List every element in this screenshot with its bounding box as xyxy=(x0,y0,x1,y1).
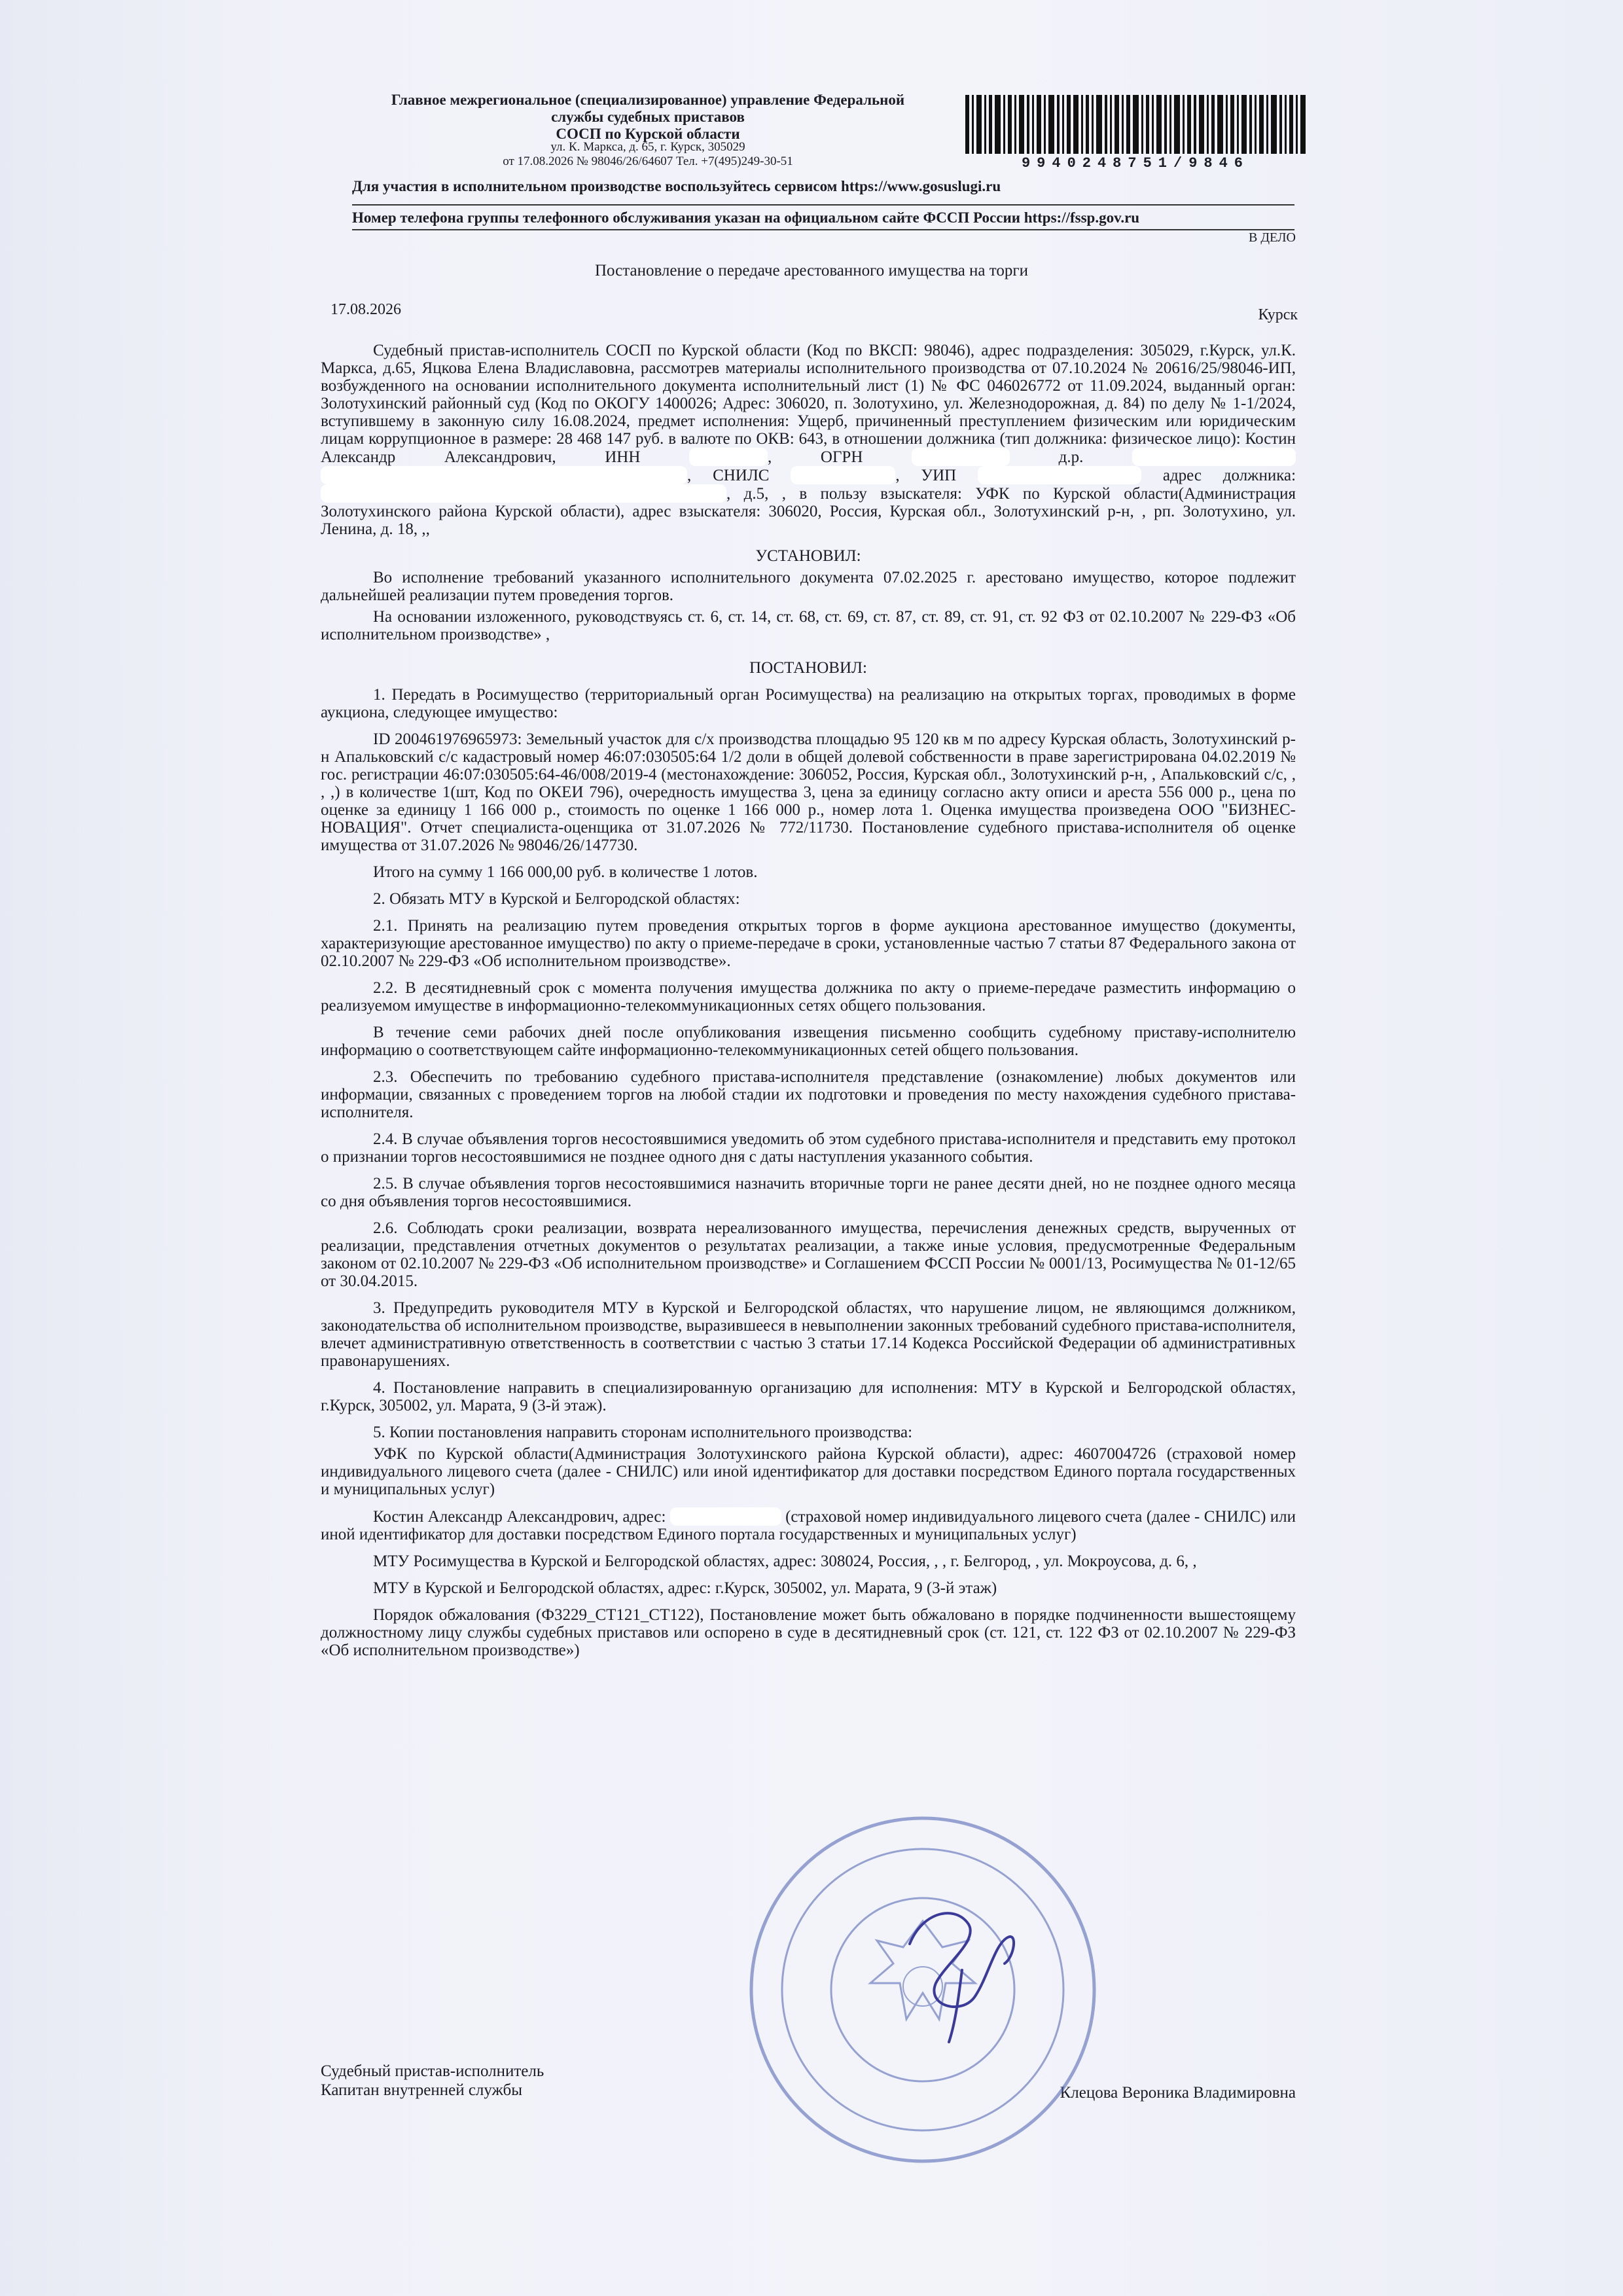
redaction xyxy=(321,484,726,503)
recipient-mtu-kursk: МТУ в Курской и Белгородской областях, адрес: г.Курск, 305002, ул. Марата, 9 (3-й этаж) xyxy=(373,1579,997,1597)
organization-name xyxy=(334,92,962,143)
barcode xyxy=(965,95,1306,179)
clause-2-3: 2.3. Обеспечить по требованию судебного пристава-исполнителя представление (ознакомление) любых документов или информации, связанных с проведением торгов на любой стадии их подготовки и проведения по месту нахождения судебного пристава-исполнителя. xyxy=(321,1068,1296,1121)
intro-paragraph xyxy=(321,342,1296,538)
redaction xyxy=(1132,448,1296,466)
signer-rank: Капитан внутренней службы xyxy=(321,2081,523,2099)
recipient-kostin xyxy=(321,1507,1296,1543)
recipient-kostin-end: (страховой номер индивидуального лицевого счета (далее - СНИЛС) или иной идентификатор для доставки посредством Единого портала государственных и муниципальных услуг) xyxy=(321,1508,1296,1543)
recipient-mtu-rosimushchestvo: МТУ Росимущества в Курской и Белгородской областях, адрес: 308024, Россия, , , г. Белгород, , ул. Мокроусова, д. 6, , xyxy=(373,1552,1197,1570)
org-address: ул. К. Маркса, д. 65, г. Курск, 305029 xyxy=(550,140,745,154)
postanovil-heading: ПОСТАНОВИЛ: xyxy=(749,659,867,677)
clause-2-4: 2.4. В случае объявления торгов несостоявшимися уведомить об этом судебного пристава-исполнителя и представить ему протокол о признании торгов несостоявшимися не позднее одного дня с даты наступления указанного события. xyxy=(321,1130,1296,1166)
redaction xyxy=(791,466,895,484)
clause-2-5: 2.5. В случае объявления торгов несостоявшимися назначить вторичные торги не ранее десяти дней, но не позднее одного месяца со дня объявления торгов несостоявшимися. xyxy=(321,1175,1296,1210)
intro-debtor-address: адрес должника: xyxy=(1162,467,1296,484)
intro-uip: , УИП xyxy=(895,467,957,484)
ustanovil-p2: На основании изложенного, руководствуясь ст. 6, ст. 14, ст. 68, ст. 69, ст. 87, ст. 89, ст. 91, ст. 92 ФЗ от 02.10.2007 № 229-ФЗ «Об исполнительном производстве» , xyxy=(321,608,1296,643)
gosuslugi-notice: Для участия в исполнительном производстве воспользуйтесь сервисом https://www.gosuslugi.ru xyxy=(352,178,1001,194)
org-line-1: Главное межрегиональное (специализированное) управление Федеральной xyxy=(391,92,905,108)
redaction xyxy=(670,1507,781,1526)
redaction xyxy=(689,448,768,466)
document-date: 17.08.2026 xyxy=(330,301,401,318)
clause-4: 4. Постановление направить в специализированную организацию для исполнения: МТУ в Курской и Белгородской областях, г.Курск, 305002, ул. Марата, 9 (3-й этаж). xyxy=(321,1379,1296,1414)
clause-3: 3. Предупредить руководителя МТУ в Курской и Белгородской областях, что нарушение лицом, не являющимся должником, законодательства об исполнительном производстве, выразившееся в невыполнении законных требований судебного пристава-исполнителя, влечет административную ответственность в соответствии с частью 3 статьи 17.14 Кодекса Российской Федерации об административных правонарушениях. xyxy=(321,1299,1296,1370)
ustanovil-p1: Во исполнение требований указанного исполнительного документа 07.02.2025 г. арестовано имущество, которое подлежит дальнейшей реализации путем проведения торгов. xyxy=(321,569,1296,604)
org-line-2: службы судебных приставов xyxy=(551,109,745,125)
intro-end: , д.5, , в пользу взыскателя: УФК по Курской области(Администрация Золотухинского района Курской области), адрес взыскателя: 306020, Россия, Курская обл., Золотухинский р-н, , рп. Золотухино, ул. Ленина, д. 18, ,, xyxy=(321,485,1296,538)
intro-ogrn: , ОГРН xyxy=(768,448,863,466)
clause-2-2-note: В течение семи рабочих дней после опубликования извещения письменно сообщить судебному приставу-исполнителю информацию о соответствующем сайте информационно-телекоммуникационных сетей общего пользования. xyxy=(321,1024,1296,1059)
ustanovil-heading: УСТАНОВИЛ: xyxy=(755,547,861,565)
handwritten-signature-icon xyxy=(883,1885,1041,2049)
clause-2-2: 2.2. В десятидневный срок с момента получения имущества должника по акту о приеме-передаче разместить информацию о реализуемом имуществе в информационно-телекоммуникационных сетях общего пользования. xyxy=(321,979,1296,1014)
document-city: Курск xyxy=(1258,306,1298,323)
org-line-3: СОСП по Курской области xyxy=(556,126,740,142)
redaction xyxy=(912,448,1010,466)
document-title: Постановление о передаче арестованного имущества на торги xyxy=(594,262,1029,279)
doc-reference: от 17.08.2026 № 98046/26/64607 Тел. +7(495)249-30-51 xyxy=(503,154,793,168)
recipient-ufk: УФК по Курской области(Администрация Золотухинского района Курской области), адрес: 4607004726 (страховой номер индивидуального лицевого счета (далее - СНИЛС) или иной идентификатор для доставки посредством Единого портала государственных и муниципальных услуг) xyxy=(321,1445,1296,1498)
intro-text: Судебный пристав-исполнитель СОСП по Курской области (Код по ВКСП: 98046), адрес подразделения: 305029, г.Курск, ул.К. Маркса, д.65, Яцкова Елена Владиславовна, рассмотрев материалы исполнительного производства от 07.10.2024 № 20616/25/98046-ИП, возбужденного на основании исполнительного документа исполнительный лист (1) № ФС 046026772 от 11.09.2024, выданный орган: Золотухинский районный суд (Код по ОКОГУ 1400026; Адрес: 306020, п. Золотухино, ул. Железнодорожная, д. 84) по делу № 1-1/2024, вступившему в законную силу 16.08.2024, предмет исполнения: Ущерб, причиненный преступлением физическим или юридическим лицам коррупционное в размере: 28 468 147 руб. в валюте по ОКВ: 643, в отношении должника (тип должника: физическое лицо): Костин Александр Александрович, ИНН xyxy=(321,342,1296,466)
barcode-number: 9940248751/9846 xyxy=(1021,155,1250,171)
clause-5: 5. Копии постановления направить сторонам исполнительного производства: xyxy=(373,1424,913,1441)
intro-snils: , СНИЛС xyxy=(687,467,770,484)
property-description: ID 200461976965973: Земельный участок для с/х производства площадью 95 120 кв м по адресу Курская область, Золотухинский р-н Апальковский с/с кадастровый номер 46:07:030505:64 1/2 доли в общей долевой собственности в праве зарегистрирована 04.02.2019 № гос. регистрации 46:07:030505:64-46/008/2019-4 (местонахождение: 306052, Россия, Курская обл., Золотухинский р-н, , Апальковский с/с, , , ,) в количестве 1(шт, Код по ОКЕИ 796), очередность имущества 3, цена за единицу согласно акту описи и ареста 556 000 р., цена по оценке за единицу 1 166 000 р., стоимость по оценке 1 166 000 р., номер лота 1. Оценка имущества произведена ООО "БИЗНЕС-НОВАЦИЯ". Отчет специалиста-оценщика от 31.07.2026 № 772/11730. Постановление судебного пристава-исполнителя об оценке имущества от 31.07.2026 № 98046/26/147730. xyxy=(321,730,1296,854)
total-sum: Итого на сумму 1 166 000,00 руб. в количестве 1 лотов. xyxy=(373,863,758,881)
clause-2: 2. Обязать МТУ в Курской и Белгородской областях: xyxy=(373,890,740,908)
v-delo-mark: В ДЕЛО xyxy=(1249,230,1296,245)
document-body xyxy=(321,342,1296,1659)
signer-position: Судебный пристав-исполнитель xyxy=(321,2062,544,2080)
appeal-procedure: Порядок обжалования (Ф3229_СТ121_СТ122), Постановление может быть обжаловано в порядке подчиненности вышестоящему должностному лицу службы судебных приставов или оспорено в суде в десятидневный срок (ст. 121, ст. 122 ФЗ от 02.10.2007 № 229-ФЗ «Об исполнительном производстве») xyxy=(321,1606,1296,1659)
barcode-icon xyxy=(965,95,1306,154)
recipient-kostin-start: Костин Александр Александрович, адрес: xyxy=(373,1508,666,1526)
intro-dr: д.р. xyxy=(1058,448,1084,466)
signer-name: Клецова Вероника Владимировна xyxy=(1060,2084,1296,2102)
redaction xyxy=(978,466,1141,484)
clause-1: 1. Передать в Росимущество (территориальный орган Росимущества) на реализацию на открытых торгах, проводимых в форме аукциона, следующее имущество: xyxy=(321,686,1296,721)
clause-2-6: 2.6. Соблюдать сроки реализации, возврата нереализованного имущества, перечисления денежных средств, вырученных от реализации, представления отчетных документов о результатах реализации, а также иные условия, предусмотренные Федеральным законом от 02.10.2007 № 229-ФЗ «Об исполнительном производстве» и Соглашением ФССП России № 0001/13, Росимущества № 01-12/65 от 30.04.2015. xyxy=(321,1219,1296,1290)
org-address-block xyxy=(334,140,962,169)
fssp-phone-notice: Номер телефона группы телефонного обслуживания указан на официальном сайте ФССП России https://fssp.gov.ru xyxy=(352,204,1294,230)
clause-2-1: 2.1. Принять на реализацию путем проведения открытых торгов в форме аукциона арестованное имущество (документы, характеризующие арестованное имущество) по акту о приеме-передаче в сроки, установленные частью 7 статьи 87 Федерального закона от 02.10.2007 № 229-ФЗ «Об исполнительном производстве». xyxy=(321,917,1296,970)
redaction xyxy=(321,466,687,484)
